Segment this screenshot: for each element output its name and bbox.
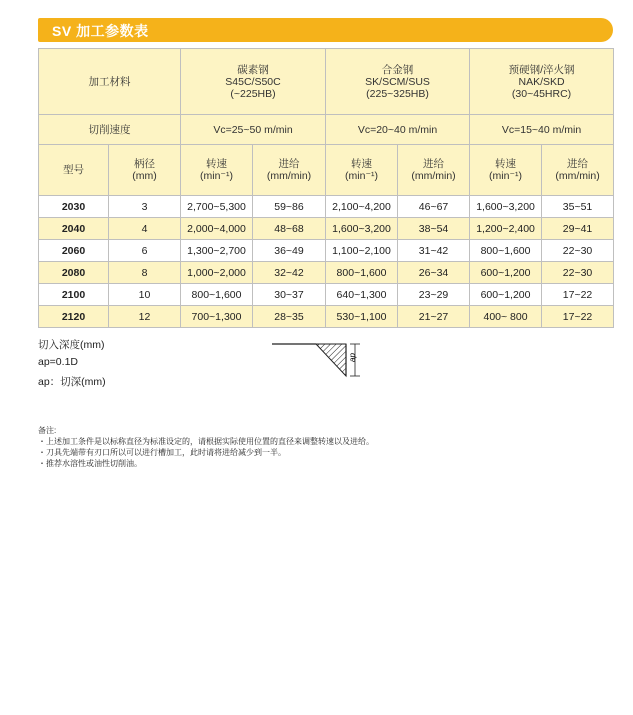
material-header-hardened xyxy=(470,49,614,115)
material-name: 预硬钢/淬火钢 xyxy=(508,63,575,76)
material-name: 合金钢 xyxy=(381,63,414,76)
feed-cell: 28~35 xyxy=(253,306,326,328)
material-hardness: (30~45HRC) xyxy=(511,87,572,100)
model-cell: 2030 xyxy=(39,196,109,218)
ap-label: ap xyxy=(348,353,357,362)
col-rpm-header xyxy=(470,145,542,196)
col-shank-unit: (mm) xyxy=(132,170,157,182)
col-feed-label: 进给 xyxy=(423,158,445,170)
material-grades: SK/SCM/SUS xyxy=(365,75,430,88)
col-feed-unit: (mm/min) xyxy=(266,170,312,182)
feed-cell: 17~22 xyxy=(542,284,614,306)
table-row xyxy=(39,306,614,328)
feed-cell: 59~86 xyxy=(253,196,326,218)
material-grades: NAK/SKD xyxy=(518,75,565,88)
material-label: 加工材料 xyxy=(88,75,131,88)
shank-cell: 12 xyxy=(109,306,181,328)
col-rpm-unit: (min⁻¹) xyxy=(489,170,522,182)
col-model-header xyxy=(39,145,109,196)
feed-cell: 29~41 xyxy=(542,218,614,240)
feed-cell: 32~42 xyxy=(253,262,326,284)
shank-cell: 6 xyxy=(109,240,181,262)
col-rpm-unit: (min⁻¹) xyxy=(200,170,233,182)
rpm-cell: 800~1,600 xyxy=(326,262,398,284)
page-title: SV 加工参数表 xyxy=(52,23,149,39)
col-shank-header xyxy=(109,145,181,196)
table-row xyxy=(39,240,614,262)
vc-alloy: Vc=20~40 m/min xyxy=(326,115,470,145)
col-rpm-label: 转速 xyxy=(495,158,517,170)
rpm-cell: 1,100~2,100 xyxy=(326,240,398,262)
shank-cell: 3 xyxy=(109,196,181,218)
col-feed-label: 进给 xyxy=(278,158,300,170)
col-feed-header xyxy=(542,145,614,196)
rpm-cell: 1,200~2,400 xyxy=(470,218,542,240)
feed-cell: 36~49 xyxy=(253,240,326,262)
title-bar xyxy=(38,18,613,42)
col-feed-unit: (mm/min) xyxy=(555,170,600,182)
rpm-cell: 600~1,200 xyxy=(470,262,542,284)
rpm-cell: 1,600~3,200 xyxy=(326,218,398,240)
rpm-cell: 1,300~2,700 xyxy=(181,240,253,262)
model-cell: 2060 xyxy=(39,240,109,262)
feed-cell: 35~51 xyxy=(542,196,614,218)
feed-cell: 38~54 xyxy=(398,218,470,240)
notes-section xyxy=(38,425,374,469)
table-row xyxy=(39,196,614,218)
speed-label-cell xyxy=(39,115,181,145)
col-model-label: 型号 xyxy=(63,164,84,176)
rpm-cell: 2,700~5,300 xyxy=(181,196,253,218)
model-cell: 2080 xyxy=(39,262,109,284)
feed-cell: 48~68 xyxy=(253,218,326,240)
model-cell: 2120 xyxy=(39,306,109,328)
table-row xyxy=(39,284,614,306)
rpm-cell: 800~1,600 xyxy=(470,240,542,262)
rpm-cell: 2,100~4,200 xyxy=(326,196,398,218)
material-header-alloy xyxy=(326,49,470,115)
col-feed-header xyxy=(398,145,470,196)
cutting-parameters-table xyxy=(38,48,614,328)
col-rpm-label: 转速 xyxy=(206,158,227,170)
note-item: ・上述加工条件是以标称直径为标准设定的，请根据实际使用位置的直径来调整转速以及进给。 xyxy=(38,437,374,446)
rpm-cell: 1,600~3,200 xyxy=(470,196,542,218)
feed-cell: 23~29 xyxy=(398,284,470,306)
depth-legend: ap：切深(mm) xyxy=(38,376,106,388)
rpm-cell: 700~1,300 xyxy=(181,306,253,328)
depth-of-cut-diagram xyxy=(272,340,362,382)
rpm-cell: 800~1,600 xyxy=(181,284,253,306)
col-feed-header xyxy=(253,145,326,196)
vc-carbon: Vc=25~50 m/min xyxy=(181,115,326,145)
material-label-cell xyxy=(39,49,181,115)
feed-cell: 22~30 xyxy=(542,240,614,262)
material-hardness: (~225HB) xyxy=(230,87,276,100)
col-rpm-header xyxy=(326,145,398,196)
feed-cell: 26~34 xyxy=(398,262,470,284)
depth-heading: 切入深度(mm) xyxy=(38,339,105,351)
material-grades: S45C/S50C xyxy=(225,75,281,88)
material-name: 碳素钢 xyxy=(237,63,269,76)
col-rpm-header xyxy=(181,145,253,196)
feed-cell: 22~30 xyxy=(542,262,614,284)
col-feed-label: 进给 xyxy=(567,158,589,170)
shank-cell: 4 xyxy=(109,218,181,240)
feed-cell: 31~42 xyxy=(398,240,470,262)
rpm-cell: 530~1,100 xyxy=(326,306,398,328)
vc-hardened: Vc=15~40 m/min xyxy=(470,115,614,145)
material-header-carbon xyxy=(181,49,326,115)
speed-label: 切削速度 xyxy=(88,123,131,136)
shank-cell: 10 xyxy=(109,284,181,306)
cut-profile-shape xyxy=(316,344,346,376)
rpm-cell: 1,000~2,000 xyxy=(181,262,253,284)
depth-formula: ap=0.1D xyxy=(38,356,78,368)
table-row xyxy=(39,262,614,284)
col-rpm-unit: (min⁻¹) xyxy=(345,170,378,182)
col-shank-label: 柄径 xyxy=(134,158,155,170)
feed-cell: 21~27 xyxy=(398,306,470,328)
model-cell: 2100 xyxy=(39,284,109,306)
material-hardness: (225~325HB) xyxy=(366,87,429,100)
col-feed-unit: (mm/min) xyxy=(411,170,456,182)
notes-heading: 备注: xyxy=(38,426,57,435)
feed-cell: 17~22 xyxy=(542,306,614,328)
feed-cell: 46~67 xyxy=(398,196,470,218)
model-cell: 2040 xyxy=(39,218,109,240)
feed-cell: 30~37 xyxy=(253,284,326,306)
shank-cell: 8 xyxy=(109,262,181,284)
rpm-cell: 600~1,200 xyxy=(470,284,542,306)
note-item: ・刀具先端带有刃口所以可以进行槽加工，此时请将进给减少到一半。 xyxy=(38,448,286,457)
col-rpm-label: 转速 xyxy=(351,158,373,170)
rpm-cell: 640~1,300 xyxy=(326,284,398,306)
table-row xyxy=(39,218,614,240)
rpm-cell: 400~ 800 xyxy=(470,306,542,328)
rpm-cell: 2,000~4,000 xyxy=(181,218,253,240)
note-item: ・推荐水溶性或油性切削油。 xyxy=(38,459,142,468)
